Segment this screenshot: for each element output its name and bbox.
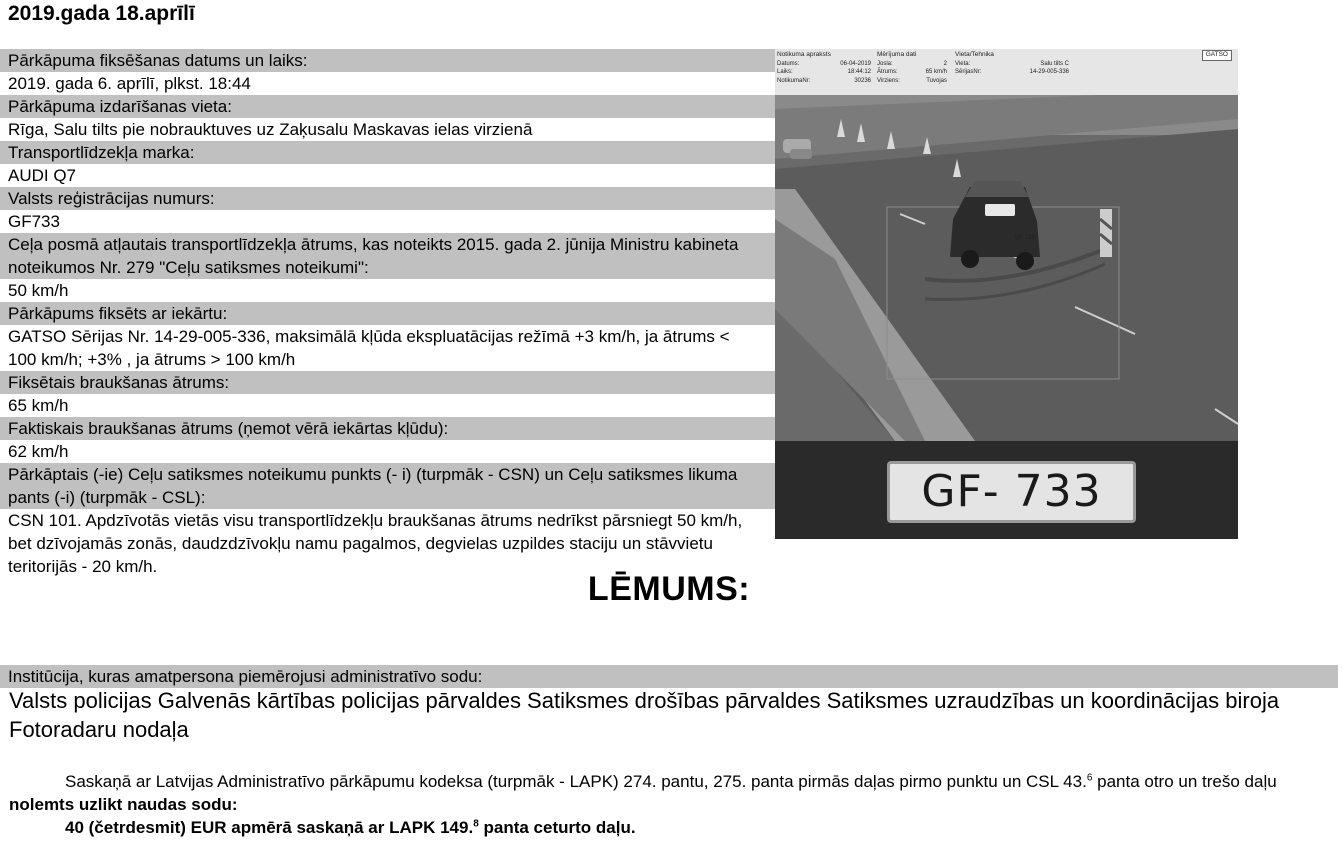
field-label-registration: Valsts reģistrācijas numurs: (0, 187, 776, 210)
overlay-row (777, 60, 871, 69)
fine-amount (9, 816, 1334, 839)
fine-text-cont: panta ceturto daļu. (483, 818, 636, 837)
overlay-row (777, 77, 871, 86)
field-value-device: GATSO Sērijas Nr. 14-29-005-336, maksimālā kļūda ekspluatācijas režīmā +3 km/h, ja ātrums < 100 km/h; +3% , ja ātrums > 100 km/h (0, 325, 776, 371)
overlay-key: Vieta: (955, 60, 971, 67)
overlay-value: Salu tilts C (1040, 60, 1069, 67)
overlay-row (877, 77, 947, 86)
overlay-key: SērijasNr: (955, 69, 982, 75)
overlay-key: Ātrums: (877, 69, 898, 75)
overlay-key: Virziens: (877, 77, 900, 84)
overlay-key: Datums: (777, 60, 800, 67)
speed-camera-photo (775, 49, 1238, 539)
fine-superscript: 8 (473, 818, 479, 830)
field-value-actual-speed: 62 km/h (0, 440, 776, 463)
ruling-decision: nolemts uzlikt naudas sodu: (9, 795, 238, 814)
license-plate: GF- 733 (887, 461, 1136, 523)
overlay-key: NotikumaNr: (777, 77, 811, 84)
road-scene-image (775, 49, 1238, 441)
field-value-location: Rīga, Salu tilts pie nobrauktuves uz Zaķusalu Maskavas ielas virzienā (0, 118, 776, 141)
ruling-superscript: 6 (1086, 772, 1093, 784)
overlay-value: 2 (943, 60, 947, 67)
decision-title: LĒMUMS: (587, 570, 751, 608)
ruling-basis-text-cont: panta otro un trešo daļu (1097, 772, 1277, 791)
document-date: 2019.gada 18.aprīlī (8, 2, 195, 25)
overlay-value: 18:44:12 (847, 69, 871, 75)
overlay-row (877, 68, 947, 77)
field-value-speed-limit: 50 km/h (0, 279, 776, 302)
overlay-value: 14-29-005-336 (1029, 69, 1069, 75)
ruling-text (9, 770, 1334, 839)
measurement-data-header: Mērījuma dati (877, 51, 917, 58)
field-label-speed-limit: Ceļa posmā atļautais transportlīdzekļa ātrums, kas noteikts 2015. gada 2. jūnija Ministru kabineta noteikumos Nr. 279 "Ceļu satiksmes noteikumi": (0, 233, 776, 279)
measurement-data-column (877, 51, 947, 85)
location-device-column (955, 51, 1069, 77)
overlay-row (877, 60, 947, 69)
event-description-header: Notikuma apraksts (777, 51, 831, 58)
field-label-actual-speed: Faktiskais braukšanas ātrums (ņemot vērā iekārtas kļūdu): (0, 417, 776, 440)
overlay-row (955, 68, 1069, 77)
field-value-datetime: 2019. gada 6. aprīlī, plkst. 18:44 (0, 72, 776, 95)
overlay-value: 06-04-2019 (840, 60, 871, 67)
institution-value: Valsts policijas Galvenās kārtības policijas pārvaldes Satiksmes drošības pārvaldes Satiksmes uzraudzības un koordinācijas biroja Fotoradaru nodaļa (9, 688, 1280, 742)
overlay-row (777, 68, 871, 77)
field-value-registration: GF733 (0, 210, 776, 233)
overlay-value: 30236 (854, 77, 871, 84)
gatso-logo: GATSO (1202, 50, 1232, 61)
field-label-make: Transportlīdzekļa marka: (0, 141, 776, 164)
field-label-violated-rules: Pārkāptais (-ie) Ceļu satiksmes noteikumu punkts (- i) (turpmāk - CSN) un Ceļu satiksmes likuma pants (-i) (turpmāk - CSL): (0, 463, 776, 509)
field-value-recorded-speed: 65 km/h (0, 394, 776, 417)
license-plate-closeup (775, 441, 1238, 539)
event-description-column (777, 51, 871, 85)
ruling-paragraph (9, 770, 1334, 816)
location-device-header: Vieta/Tehnika (955, 51, 994, 58)
violation-fields (0, 49, 776, 578)
camera-data-overlay (775, 49, 1238, 95)
overlay-key: Josla: (877, 60, 893, 67)
field-label-datetime: Pārkāpuma fiksēšanas datums un laiks: (0, 49, 776, 72)
field-value-make: AUDI Q7 (0, 164, 776, 187)
field-label-device: Pārkāpums fiksēts ar iekārtu: (0, 302, 776, 325)
field-label-location: Pārkāpuma izdarīšanas vieta: (0, 95, 776, 118)
overlay-row (955, 60, 1069, 69)
field-value-violated-rules: CSN 101. Apdzīvotās vietās visu transportlīdzekļu braukšanas ātrums nedrīkst pārsniegt 50 km/h, bet dzīvojamās zonās, daudzdzīvokļu namu pagalmos, degvielas uzpildes staciju un stāvvietu teritorijās - 20 km/h. (0, 509, 776, 578)
ruling-basis-text: Saskaņā ar Latvijas Administratīvo pārkāpumu kodeksa (turpmāk - LAPK) 274. pantu, 275. panta pirmās daļas pirmo punktu un CSL 43. (65, 772, 1087, 791)
overlay-key: Laiks: (777, 69, 793, 75)
field-label-recorded-speed: Fiksētais braukšanas ātrums: (0, 371, 776, 394)
fine-text: 40 (četrdesmit) EUR apmērā saskaņā ar LAPK 149. (65, 818, 474, 837)
overlay-value: Tuvojas (926, 77, 947, 84)
institution-label: Institūcija, kuras amatpersona piemērojusi administratīvo sodu: (0, 665, 1338, 688)
small-plate-label: GF 733 (1015, 235, 1036, 241)
overlay-value: 65 km/h (925, 69, 947, 75)
